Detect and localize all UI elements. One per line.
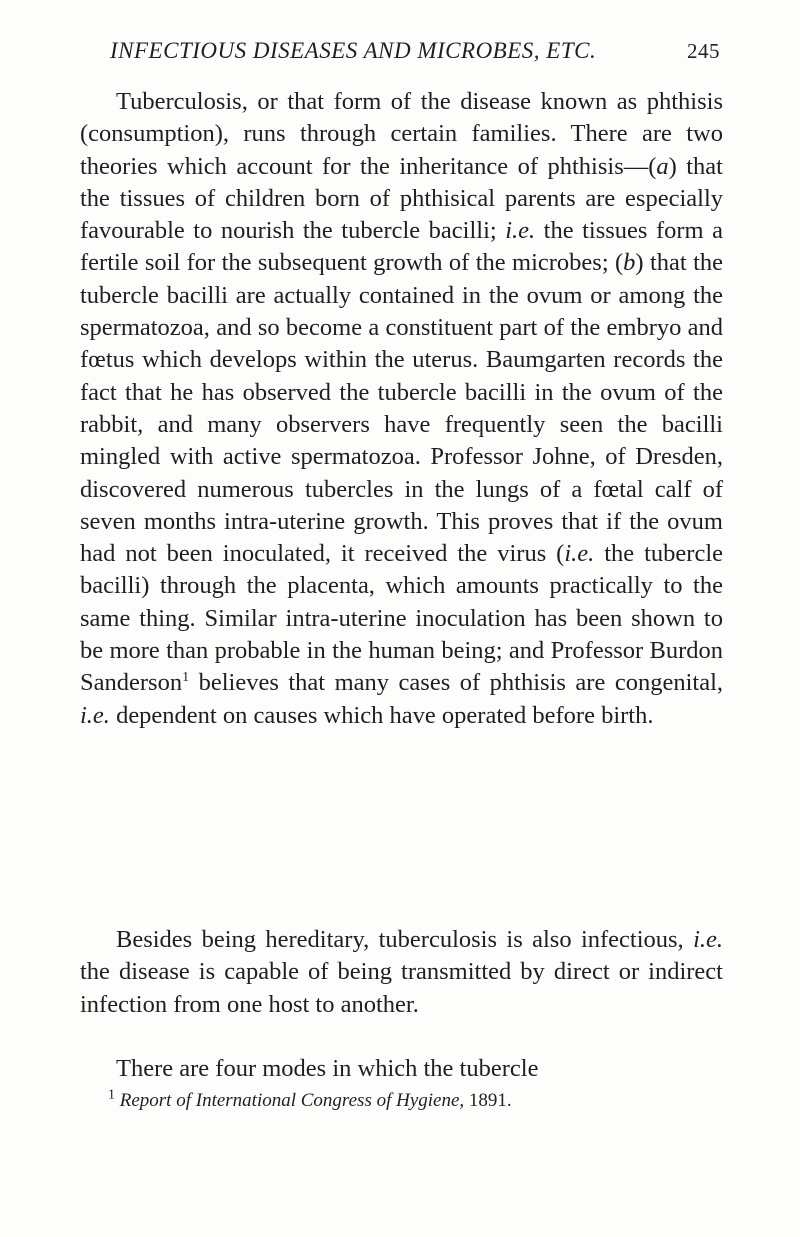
italic-run: i.e.	[693, 926, 723, 953]
running-title: INFECTIOUS DISEASES AND MICROBES, ETC.	[110, 38, 597, 63]
text-run: ) that the tissues of children born of phthisical parents are especially favourable to nourish the tubercle bacilli;	[80, 152, 723, 245]
text-run: believes that many cases of phthisis are congenital,	[189, 669, 723, 697]
text-run: the tubercle bacilli) through the placenta, which amounts practically to the same thing. Similar intra-uterine inoculation has been shown to be more than probable in the human being; and Professor Burdon Sanderson	[80, 540, 724, 697]
page-number: 245	[687, 39, 720, 63]
paragraph-modes	[80, 1053, 723, 1085]
footnote-source: Report of International Congress of Hygiene,	[119, 1090, 465, 1111]
italic-run: b	[623, 249, 636, 277]
text-run: the disease is capable of being transmitted by direct or indirect infection from one host to another.	[80, 958, 723, 1018]
running-header	[110, 38, 720, 64]
text-run: Besides being hereditary, tuberculosis is also infectious,	[116, 926, 694, 953]
italic-run: i.e.	[80, 701, 110, 729]
text-run: the tissues form a fertile soil for the subsequent growth of the microbes; (	[80, 217, 723, 277]
text-run: There are four modes in which the tubercle	[116, 1055, 539, 1082]
italic-run: a	[656, 152, 669, 180]
paragraph-infection	[80, 924, 723, 1021]
text-run: dependent on causes which have operated before birth.	[109, 701, 654, 729]
italic-run: i.e.	[505, 217, 536, 245]
text-run: Tuberculosis, or that form of the disease known as phthisis (consumption), runs through certain families. There are two theories which account for the inheritance of phthisis—(	[80, 88, 723, 180]
footnote-reference: 1	[182, 670, 190, 686]
text-run: ) that the tubercle bacilli are actually contained in the ovum or among the spermatozoa, and so become a constituent part of the embryo and fœtus which develops within the uterus. Baumgarten records the fact that he has observed the tubercle bacilli in the ovum of the rabbit, and many observers have frequently seen the bacilli mingled with active spermatozoa. Professor Johne, of Dresden, discovered numerous tubercles in the lungs of a fœtal calf of seven months intra-uterine growth. This proves that if the ovum had not been inoculated, it received the virus (	[80, 249, 724, 568]
italic-run: i.e.	[564, 540, 595, 568]
paragraph-heredity	[80, 86, 723, 732]
footnote-mark: 1	[108, 1087, 115, 1103]
footnote-year: 1891.	[464, 1090, 512, 1111]
footnote	[108, 1089, 718, 1113]
